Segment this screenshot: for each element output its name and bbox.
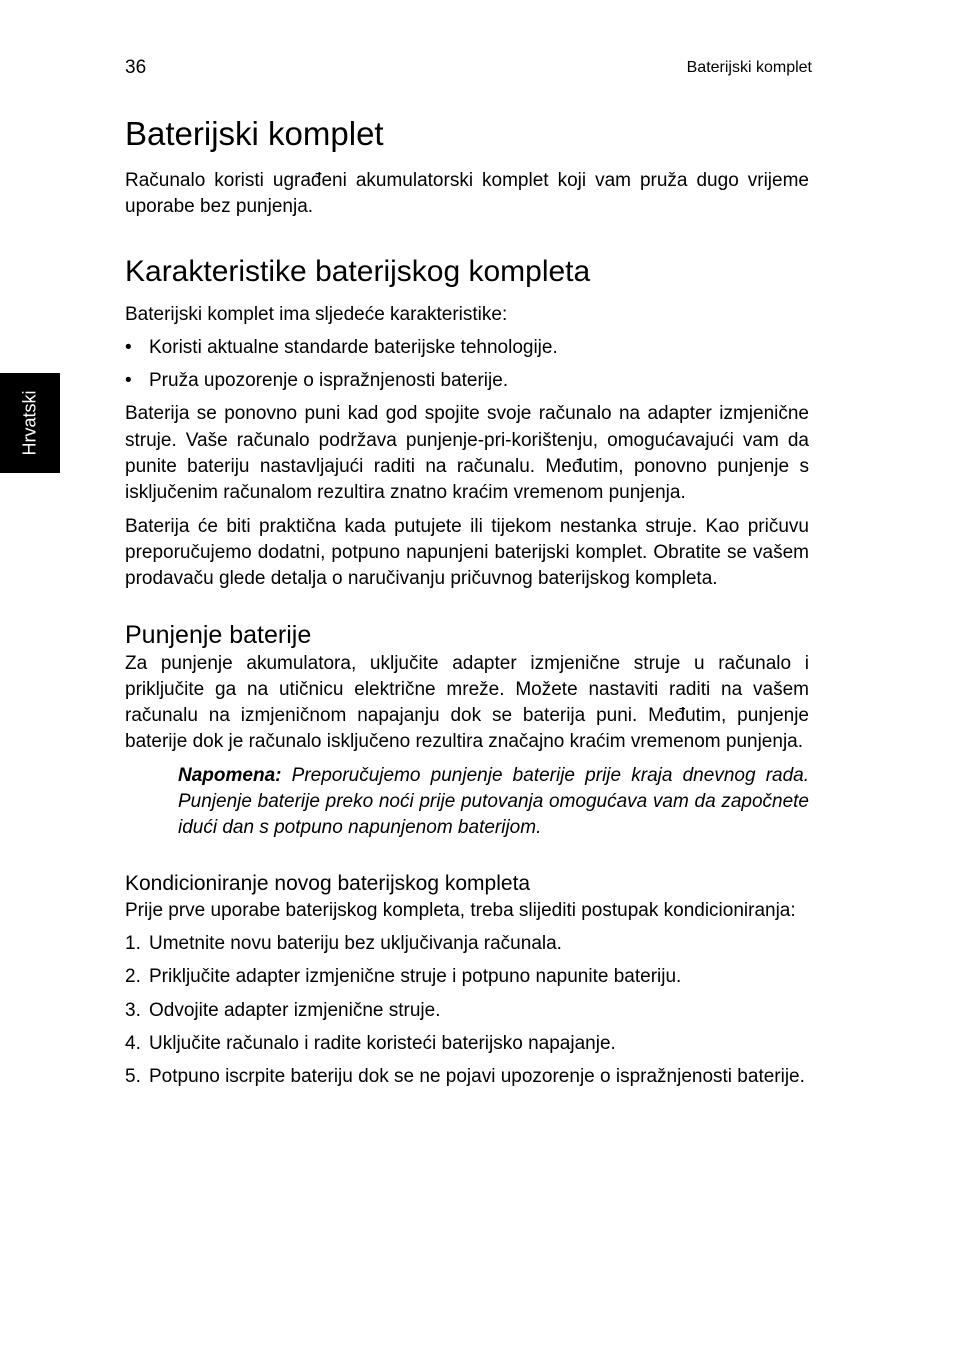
paragraph: Baterija se ponovno puni kad god spojite svoje računalo na adapter izmjenične struje. Vaše računalo podržava punjenje-pri-korištenju, omogućavajući vam da punite bateriju nastavljajući raditi na računalu. Međutim, ponovno punjenje s isključenim računalom rezultira znatno kraćim vremenom punjenja.: [125, 403, 809, 504]
list-item: [125, 998, 809, 1024]
list-item: [125, 1031, 809, 1057]
list-item-text: Koristi aktualne standarde baterijske tehnologije.: [149, 336, 558, 358]
steps-list: [125, 931, 809, 1090]
feature-list: [125, 335, 809, 395]
list-item-text: Uključite računalo i radite koristeći baterijsko napajanje.: [149, 1032, 616, 1054]
step-number: 1.: [125, 932, 141, 954]
paragraph: Baterija će biti praktična kada putujete ili tijekom nestanka struje. Kao pričuvu preporučujemo dodatni, potpuno napunjeni baterijski komplet. Obratite se vašem prodavaču glede detalja o naručivanju pričuvnog baterijskog kompleta.: [125, 515, 809, 590]
list-item: [125, 1064, 809, 1090]
step-number: 4.: [125, 1032, 141, 1054]
list-item: [125, 335, 809, 361]
section-title: Baterijski komplet: [125, 115, 384, 152]
list-item: [125, 931, 809, 957]
list-item-text: Priključite adapter izmjenične struje i potpuno napunite bateriju.: [149, 966, 682, 988]
page-content: [125, 112, 809, 1097]
list-item-text: Potpuno iscrpite bateriju dok se ne pojavi upozorenje o ispražnjenosti baterije.: [149, 1066, 805, 1088]
step-number: 3.: [125, 999, 141, 1021]
note: [178, 763, 809, 842]
section-intro: Baterijski komplet ima sljedeće karakteristike:: [125, 303, 508, 325]
list-item-text: Umetnite novu bateriju bez uključivanja računala.: [149, 932, 562, 954]
bullet-marker: •: [125, 370, 132, 392]
note-label: Napomena:: [178, 764, 282, 786]
section-title: Karakteristike baterijskog kompleta: [125, 254, 591, 288]
subsection-title: Punjenje baterije: [125, 620, 312, 649]
language-tab-label: Hrvatski: [19, 390, 40, 456]
list-item-text: Odvojite adapter izmjenične struje.: [149, 999, 441, 1021]
page-number: 36: [125, 57, 147, 78]
step-number: 5.: [125, 1066, 141, 1088]
bullet-marker: •: [125, 336, 132, 358]
list-item: [125, 368, 809, 394]
list-item-text: Pruža upozorenje o ispražnjenosti baterije.: [149, 370, 509, 392]
paragraph: Za punjenje akumulatora, uključite adapter izmjenične struje u računalo i priključite ga na utičnicu električne mreže. Možete nastaviti raditi na vašem računalu na izmjeničnom napajanju dok se baterija puni. Međutim, punjenje baterije dok je računalo isključeno rezultira značajno kraćim vremenom punjenja.: [125, 652, 809, 753]
note-text: Preporučujemo punjenje baterije prije kraja dnevnog rada. Punjenje baterije preko noći prije putovanja omogućava vam da započnete idući dan s potpuno napunjenom baterijom.: [178, 764, 809, 839]
paragraph: Prije prve uporabe baterijskog kompleta, treba slijediti postupak kondicioniranja:: [125, 899, 796, 921]
running-header: Baterijski komplet: [686, 59, 812, 76]
step-number: 2.: [125, 966, 141, 988]
subsection-title: Kondicioniranje novog baterijskog kompleta: [125, 871, 531, 895]
language-side-tab: [0, 373, 60, 473]
list-item: [125, 964, 809, 990]
section-intro: Računalo koristi ugrađeni akumulatorski komplet koji vam pruža dugo vrijeme uporabe bez punjenja.: [125, 170, 809, 218]
